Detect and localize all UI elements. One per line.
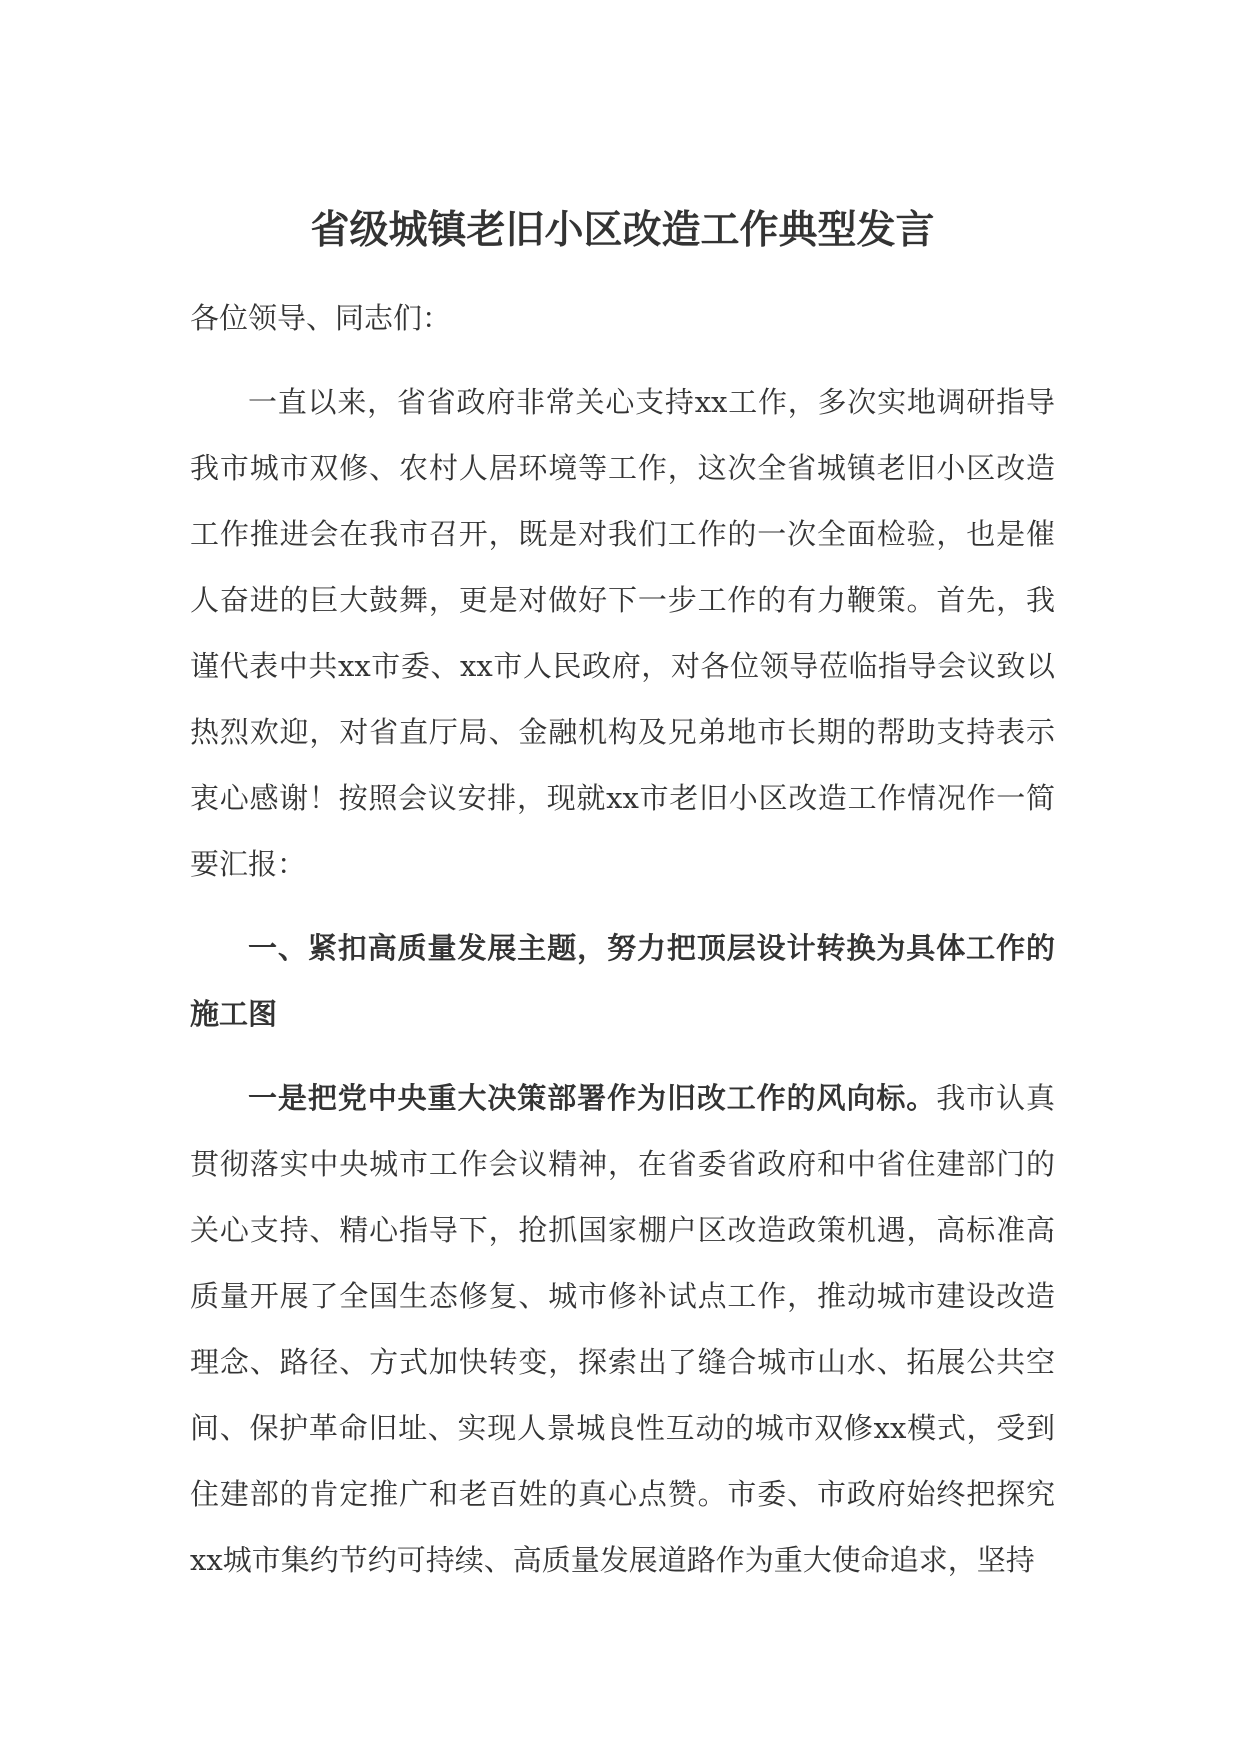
salutation: 各位领导、同志们： bbox=[190, 301, 452, 335]
intro-paragraph: 一直以来，省省政府非常关心支持xx工作，多次实地调研指导我市城市双修、农村人居环境等工作，这次全省城镇老旧小区改造工作推进会在我市召开，既是对我们工作的一次全面检验，也是催人奋进的巨大鼓舞，更是对做好下一步工作的有力鞭策。首先，我谨代表中共xx市委、xx市人民政府，对各位领导莅临指导会议致以热烈欢迎，对省直厅局、金融机构及兄弟地市长期的帮助支持表示衷心感谢！按照会议安排，现就xx市老旧小区改造工作情况作一简要汇报： bbox=[190, 385, 1055, 881]
point-paragraph-1 bbox=[190, 1065, 1055, 1593]
point-body-1: 我市认真贯彻落实中央城市工作会议精神，在省委省政府和中省住建部门的关心支持、精心指导下，抢抓国家棚户区改造政策机遇，高标准高质量开展了全国生态修复、城市修补试点工作，推动城市建设改造理念、路径、方式加快转变，探索出了缝合城市山水、拓展公共空间、保护革命旧址、实现人景城良性互动的城市双修xx模式，受到住建部的肯定推广和老百姓的真心点赞。市委、市政府始终把探究xx城市集约节约可持续、高质量发展道路作为重大使命追求，坚持 bbox=[190, 1081, 1055, 1577]
document-page bbox=[190, 205, 1055, 1593]
document-title: 省级城镇老旧小区改造工作典型发言 bbox=[310, 207, 935, 253]
section-heading-1: 一、紧扣高质量发展主题，努力把顶层设计转换为具体工作的施工图 bbox=[190, 931, 1055, 1031]
point-lead-1: 一是把党中央重大决策部署作为旧改工作的风向标。 bbox=[248, 1081, 937, 1115]
